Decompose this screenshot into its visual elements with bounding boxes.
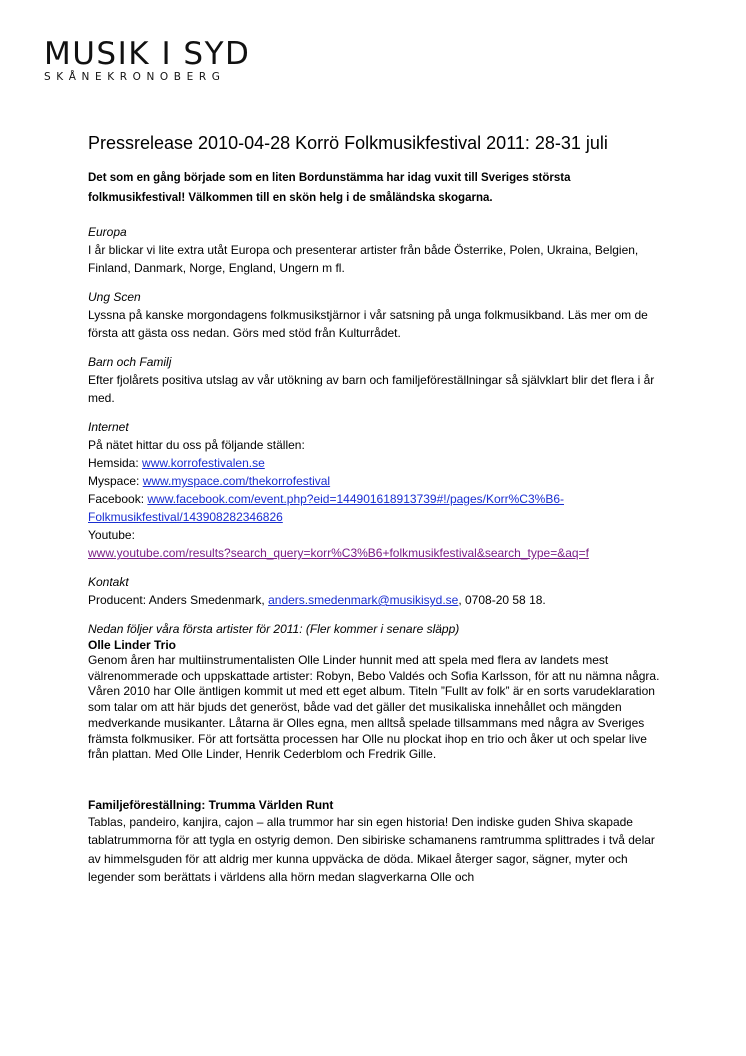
document-body — [88, 128, 668, 887]
kontakt-email-link[interactable]: anders.smedenmark@musikisyd.se — [268, 593, 459, 607]
page-title: Pressrelease 2010-04-28 Korrö Folkmusikfestival 2011: 28-31 juli — [88, 133, 608, 153]
youtube-line — [88, 544, 668, 562]
facebook-line — [88, 490, 668, 508]
logo-sub-text: SKÅNEKRONOBERG — [44, 71, 226, 83]
section-text: Efter fjolårets positiva utslag av vår utökning av barn och familjeföreställningar så självklart blir det flera i år med. — [88, 373, 655, 405]
section-kontakt — [88, 573, 668, 609]
section-heading: Europa — [88, 225, 127, 239]
musik-i-syd-logo — [44, 38, 250, 83]
section-heading: Internet — [88, 420, 129, 434]
youtube-link[interactable]: www.youtube.com/results?search_query=korr%C3%B6+folkmusikfestival&search_type=&aq=f — [88, 546, 589, 560]
spacer — [88, 763, 668, 797]
facebook-label: Facebook: — [88, 492, 148, 506]
myspace-label: Myspace: — [88, 474, 143, 488]
section-barn-och-familj — [88, 353, 668, 407]
artist-text-olle-linder-trio: Genom åren har multiinstrumentalisten Olle Linder hunnit med att spela med flera av landets mest välrenommerade och uppskattade artister: Robyn, Bebo Valdés och Sofia Karlsson, för att nu nämna några. Våren 2010 har Olle äntligen kommit ut med ett eget album. Titeln ”Fullt av folk” är en sorts varudeklaration som talar om att här bjuds det generöst, både vad det gäller det musikaliska innehållet och mängden medverkande musikanter. Låtarna är Olles egna, men alltså spelade tillsammans med några av Sveriges främsta folkmusiker. För att fortsätta processen har Olle nu plockat ihop en trio och åker ut och spelar live från plattan. Med Olle Linder, Henrik Cederblom och Fredrik Gille. — [88, 653, 660, 762]
hemsida-line — [88, 454, 668, 472]
facebook-line-continued — [88, 508, 668, 526]
section-ung-scen — [88, 288, 668, 342]
artists-intro: Nedan följer våra första artister för 2011: (Fler kommer i senare släpp) — [88, 622, 460, 636]
hemsida-label: Hemsida: — [88, 456, 143, 470]
myspace-line — [88, 472, 668, 490]
section-europa — [88, 223, 668, 277]
kontakt-suffix: , 0708-20 58 18. — [458, 593, 546, 607]
section-internet — [88, 418, 668, 562]
hemsida-link[interactable]: www.korrofestivalen.se — [142, 456, 265, 470]
artist-heading-olle-linder-trio: Olle Linder Trio — [88, 638, 177, 652]
section-text: Lyssna på kanske morgondagens folkmusikstjärnor i vår satsning på unga folkmusikband. Läs mer om de första att gästa oss nedan. Görs med stöd från Kulturrådet. — [88, 308, 648, 340]
facebook-link[interactable]: www.facebook.com/event.php?eid=144901618913739#!/pages/Korr%C3%B6- — [147, 492, 564, 506]
artist-text-trumma-varlden-runt: Tablas, pandeiro, kanjira, cajon – alla trummor har sin egen historia! Den indiske guden Shiva skapade tablatrummorna för att tygla en ostyrig demon. Den sibiriske schamanens ramtrumma splittrades i två delar av himmelsguden för att aldrig mer kunna uppväcka de döda. Mikael återger sagor, sägner, myter och legender som berättats i världens alla hörn medan slagverkarna Olle och — [88, 814, 655, 885]
internet-intro: På nätet hittar du oss på följande ställen: — [88, 438, 305, 452]
artist-heading-trumma-varlden-runt: Familjeföreställning: Trumma Världen Runt — [88, 797, 334, 812]
lead-paragraph: Det som en gång började som en liten Bordunstämma har idag vuxit till Sveriges största folkmusikfestival! Välkommen till en skön helg i de småländska skogarna. — [88, 172, 571, 204]
section-heading: Ung Scen — [88, 290, 141, 304]
youtube-label: Youtube: — [88, 528, 135, 542]
kontakt-prefix: Producent: Anders Smedenmark, — [88, 593, 269, 607]
section-heading: Barn och Familj — [88, 355, 172, 369]
myspace-link[interactable]: www.myspace.com/thekorrofestival — [142, 474, 331, 488]
logo-main-text: MUSIK I SYD — [44, 36, 251, 72]
facebook-link-continued[interactable]: Folkmusikfestival/143908282346826 — [88, 510, 283, 524]
kontakt-line — [88, 591, 668, 609]
section-artists — [88, 620, 668, 887]
section-heading: Kontakt — [88, 575, 129, 589]
section-text: I år blickar vi lite extra utåt Europa och presenterar artister från både Österrike, Polen, Ukraina, Belgien, Finland, Danmark, Norge, England, Ungern m fl. — [88, 243, 639, 275]
